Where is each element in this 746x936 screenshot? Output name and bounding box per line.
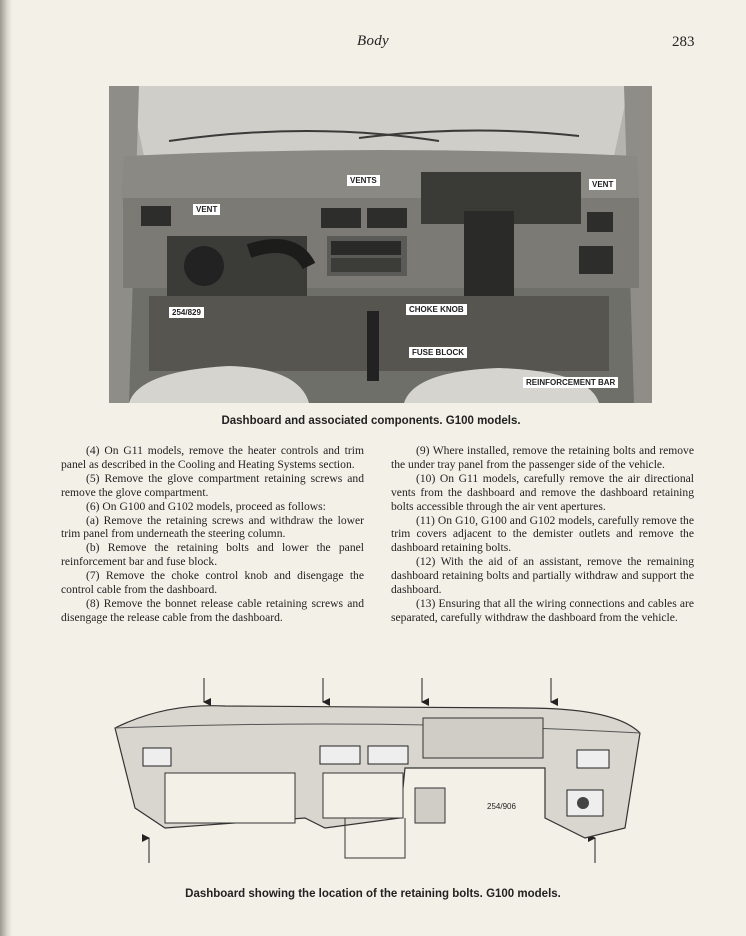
dashboard-photo-illustration	[109, 86, 652, 403]
step-7: (7) Remove the choke control knob and disengage the control cable from the dashboard.	[61, 569, 364, 597]
step-5: (5) Remove the glove compartment retaining screws and remove the glove compartment.	[61, 471, 364, 499]
dashboard-photo	[109, 86, 652, 403]
step-11: (11) On G10, G100 and G102 models, carefully remove the trim covers adjacent to the demister outlets and remove the dashboard retaining bolts.	[391, 513, 694, 555]
figure2-caption: Dashboard showing the location of the retaining bolts. G100 models.	[185, 888, 561, 900]
step-12: (12) With the aid of an assistant, remove the remaining dashboard retaining bolts and partially withdraw and support the dashboard.	[391, 555, 694, 597]
step-9: (9) Where installed, remove the retaining bolts and remove the under tray panel from the passenger side of the vehicle.	[391, 444, 694, 471]
label-choke-knob: CHOKE KNOB	[406, 304, 467, 315]
page-number: 283	[672, 34, 695, 50]
label-reinforcement-bar: REINFORCEMENT BAR	[523, 377, 618, 388]
figure1-caption: Dashboard and associated components. G100 models.	[221, 415, 521, 427]
body-column-left	[61, 444, 364, 625]
step-6b: (b) Remove the retaining bolts and lower the panel reinforcement bar and fuse block.	[61, 541, 364, 569]
label-vent-right: VENT	[589, 179, 616, 190]
dashboard-drawing-illustration	[105, 678, 645, 878]
step-6: (6) On G100 and G102 models, proceed as follows:	[86, 499, 326, 513]
step-4: (4) On G11 models, remove the heater controls and trim panel as described in the Cooling and Heating Systems section.	[61, 444, 364, 471]
step-8: (8) Remove the bonnet release cable retaining screws and disengage the release cable from the dashboard.	[61, 596, 364, 624]
dashboard-drawing	[105, 678, 645, 878]
step-13: (13) Ensuring that all the wiring connections and cables are separated, carefully withdraw the dashboard from the vehicle.	[391, 596, 694, 624]
body-column-right	[391, 444, 694, 625]
label-vents: VENTS	[347, 175, 380, 186]
page-header-title: Body	[356, 33, 390, 49]
step-6a: (a) Remove the retaining screws and withdraw the lower trim panel from underneath the steering column.	[61, 513, 364, 541]
figure1-ref: 254/829	[169, 307, 204, 318]
label-fuse-block: FUSE BLOCK	[409, 347, 467, 358]
label-vent-left: VENT	[193, 204, 220, 215]
page-edge	[0, 0, 12, 936]
step-10: (10) On G11 models, carefully remove the air directional vents from the dashboard and remove the dashboard retaining bolts accessible through the air vent apertures.	[391, 471, 694, 513]
figure2-ref: 254/906	[487, 802, 516, 811]
